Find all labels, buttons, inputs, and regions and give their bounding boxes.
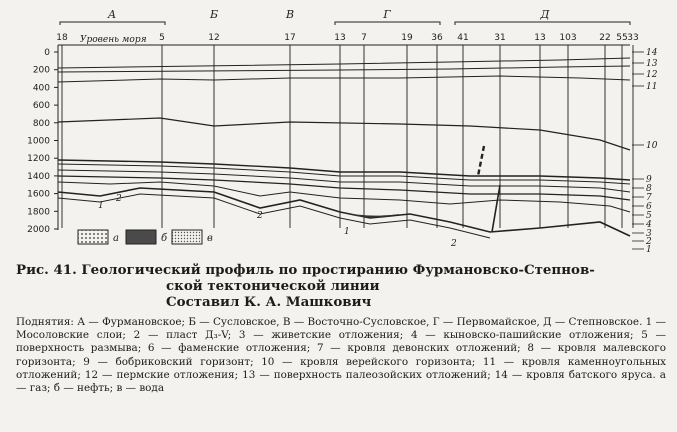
uplift-label-g: Г (383, 8, 391, 21)
well-number-label: 18 (56, 33, 68, 43)
horizon-number-label: 1 (646, 245, 652, 255)
horizon-number-label: 8 (646, 184, 652, 194)
horizon-number-label: 10 (646, 141, 658, 151)
depth-axis (27, 48, 58, 235)
horizon-number-label: 3 (646, 229, 652, 239)
well-number-label: 13 (334, 33, 346, 43)
horizon-number-label: 6 (646, 202, 652, 212)
horizon-line (58, 118, 630, 150)
horizon-number-label: 12 (646, 70, 658, 80)
caption-title-line-1: Рис. 41. Геологический профиль по простиранию Фурмановско-Степнов- (16, 262, 595, 278)
legend-letter-b: б (161, 233, 168, 244)
depth-tick-label: 1000 (27, 136, 50, 147)
horizon-line (58, 194, 490, 238)
bottom-number-2-mid: 2 (257, 211, 263, 221)
horizon-lines (58, 58, 630, 238)
horizon-number-label: 11 (646, 82, 658, 92)
bottom-number-2-left: 2 (116, 194, 122, 204)
bottom-number-1-left: 1 (98, 201, 104, 211)
wells (62, 45, 633, 228)
depth-tick-label: 800 (32, 118, 50, 129)
horizon-number-label: 13 (646, 59, 658, 69)
well-number-label: 12 (208, 33, 220, 43)
depth-tick-label: 1200 (27, 154, 50, 165)
fault-line-lower (492, 185, 500, 232)
figure-caption (16, 262, 666, 395)
horizon-number-label: 2 (646, 237, 652, 247)
well-number-label: 22 (599, 33, 611, 43)
legend-letter-v: в (207, 233, 213, 244)
bottom-number-1-mid: 1 (344, 227, 350, 237)
caption-author: Составил К. А. Машкович (166, 294, 372, 310)
legend-letter-a: а (113, 233, 119, 244)
well-number-label: 103 (559, 33, 577, 43)
depth-tick-label: 1800 (27, 207, 50, 218)
well-number-label: 41 (457, 33, 469, 43)
well-number-label: 36 (431, 33, 443, 43)
uplift-g-bracket (335, 8, 440, 25)
legend-swatch-gas (78, 230, 108, 244)
depth-tick-label: 0 (44, 48, 50, 58)
well-number-label: 31 (494, 33, 506, 43)
legend (78, 230, 213, 244)
horizon-number-label: 9 (646, 175, 652, 185)
uplift-label-a: А (107, 8, 117, 21)
caption-legend-text: Поднятия: А — Фурмановское; Б — Сусловское, В — Восточно-Сусловское, Г — Первомайское, Д — Степновское. 1 — Мосоловские слои; 2 — пласт Д₃-V; 3 — живетские отложения; 4 — кыновско-пашийские отложения; 5 — поверхность размыва; 6 — фаменские отложения; 7 — кровля девонских отложений; 8 — кровля малевского горизонта; 9 — бобриковский горизонт; 10 — кровля верейского горизонта; 11 — кровля каменноугольных отложений; 12 — пермские отложения; 13 — поверхность палеозойских отложений; 14 — кровля батского яруса. а — газ; б — нефть; в — вода (16, 316, 666, 395)
well-number-label: 13 (534, 33, 546, 43)
well-number-label: 7 (361, 33, 367, 43)
horizon-line (58, 160, 630, 180)
horizon-line (58, 164, 630, 184)
well-number-label: 17 (284, 33, 296, 43)
uplift-label-v: В (285, 8, 295, 21)
caption-title-line-2: ской тектонической линии (166, 278, 380, 294)
uplift-label-d: Д (540, 8, 550, 21)
horizon-number-label: 14 (646, 48, 658, 58)
well-number-label: 33 (627, 33, 639, 43)
depth-tick-label: 400 (32, 83, 50, 94)
horizon-number-label: 7 (646, 193, 652, 203)
horizon-number-label: 5 (646, 211, 652, 221)
caption-title (16, 262, 666, 294)
horizon-number-label: 4 (646, 220, 652, 230)
depth-tick-label: 1400 (27, 171, 50, 182)
uplift-label-b: Б (209, 8, 219, 21)
depth-tick-label: 2000 (27, 225, 50, 235)
sea-level-label: Уровень моря (80, 35, 147, 45)
uplift-d-bracket (455, 8, 630, 25)
depth-tick-label: 200 (32, 65, 50, 76)
legend-swatch-oil (126, 230, 156, 244)
well-number-label: 19 (401, 33, 413, 43)
bottom-number-2-right: 2 (451, 239, 457, 249)
depth-tick-label: 1600 (27, 189, 50, 200)
horizon-line (58, 58, 630, 68)
oil-lens (340, 212, 400, 218)
well-number-label: 5 (159, 33, 165, 43)
horizon-number-labels (632, 48, 658, 255)
fault-line (478, 146, 484, 176)
depth-tick-label: 600 (32, 101, 50, 112)
legend-swatch-water (172, 230, 202, 244)
well-number-label: 55 (616, 33, 628, 43)
horizon-line (58, 76, 630, 82)
uplift-a-bracket (60, 8, 165, 25)
